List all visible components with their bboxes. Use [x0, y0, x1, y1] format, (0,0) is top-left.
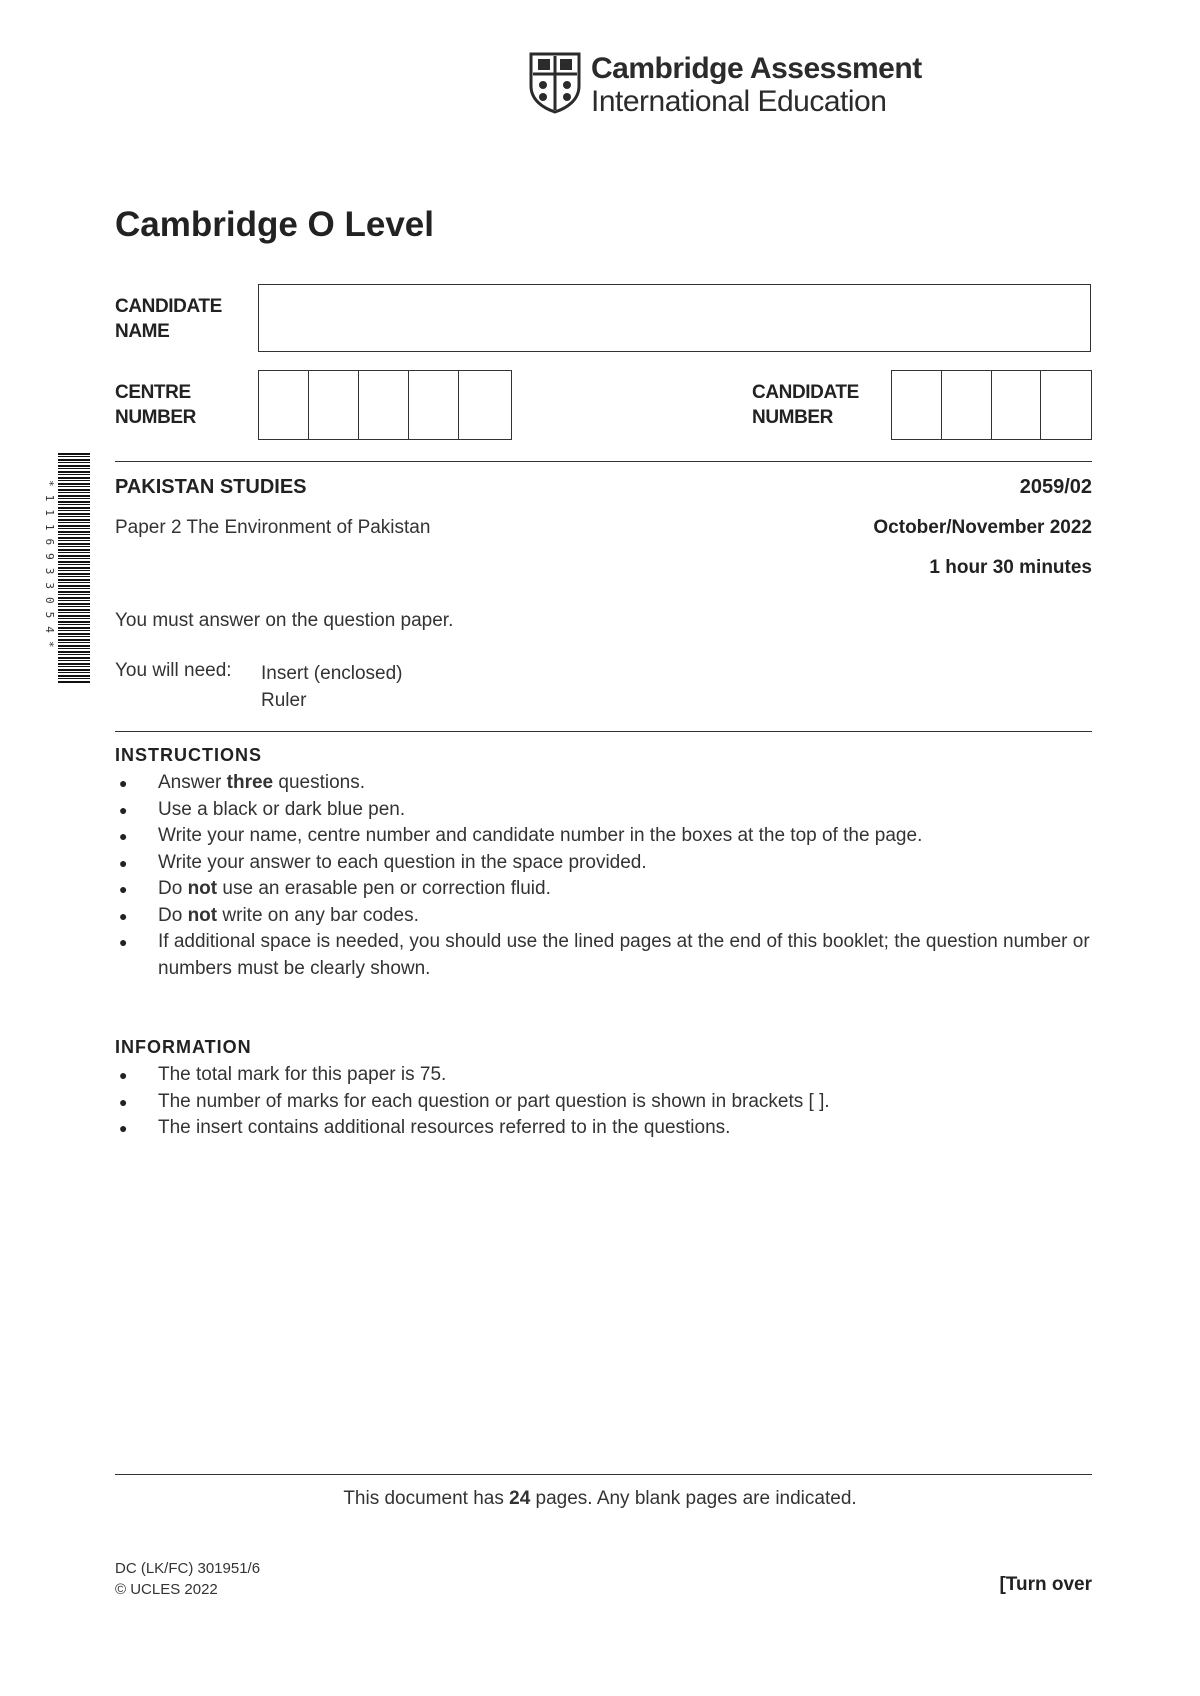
qualification-title: Cambridge O Level	[115, 205, 434, 244]
page-count-note: This document has 24 pages. Any blank pages are indicated.	[343, 1488, 857, 1509]
bullet-icon: ●	[119, 881, 128, 897]
subject-title: PAKISTAN STUDIES	[115, 476, 307, 498]
list-item: ● Do not write on any bar codes.	[115, 903, 1095, 930]
candidate-number-label-line1: CANDIDATE	[752, 382, 859, 403]
list-item: ● Write your answer to each question in the space provided.	[115, 850, 1095, 877]
centre-digit-box[interactable]	[409, 371, 459, 439]
barcode	[44, 453, 94, 683]
answer-note: You must answer on the question paper.	[115, 610, 454, 631]
logo-line-2: International Education	[591, 85, 887, 118]
candidate-number-label	[752, 380, 859, 430]
need-list	[261, 660, 403, 714]
paper-title: Paper 2 The Environment of Pakistan	[115, 517, 431, 538]
bullet-icon: ●	[119, 801, 128, 818]
divider	[115, 1474, 1092, 1475]
candidate-digit-box[interactable]	[892, 371, 942, 439]
list-item: ● Write your name, centre number and candidate number in the boxes at the top of the page.	[115, 823, 1095, 850]
candidate-digit-box[interactable]	[1041, 371, 1091, 439]
exam-session: October/November 2022	[873, 517, 1092, 538]
bullet-icon: ●	[119, 775, 128, 791]
centre-digit-box[interactable]	[309, 371, 359, 439]
bullet-icon: ●	[119, 854, 128, 871]
information-heading: INFORMATION	[115, 1037, 252, 1057]
barcode-number: *1116933054*	[43, 480, 56, 656]
centre-digit-box[interactable]	[259, 371, 309, 439]
list-item: ● Do not use an erasable pen or correction fluid.	[115, 876, 1095, 903]
candidate-name-label-line1: CANDIDATE	[115, 296, 222, 317]
candidate-number-label-line2: NUMBER	[752, 407, 833, 428]
centre-number-boxes[interactable]	[258, 370, 512, 440]
candidate-name-label	[115, 294, 222, 344]
cambridge-shield-icon	[529, 52, 581, 114]
logo-line-1: Cambridge Assessment	[591, 52, 922, 85]
reference-code: DC (LK/FC) 301951/6	[115, 1560, 261, 1577]
instructions-list	[115, 770, 1095, 982]
list-item: ● If additional space is needed, you should use the lined pages at the end of this booklet; the question number or numbers must be clearly shown.	[119, 931, 1090, 979]
need-item: Ruler	[261, 690, 307, 711]
cambridge-logo	[529, 52, 929, 118]
bullet-icon: ●	[119, 1067, 128, 1083]
instructions-heading: INSTRUCTIONS	[115, 745, 262, 765]
candidate-name-field[interactable]	[258, 284, 1091, 352]
candidate-number-boxes[interactable]	[891, 370, 1092, 440]
document-reference	[115, 1558, 260, 1600]
information-list	[115, 1062, 1095, 1142]
bullet-icon: ●	[119, 907, 128, 924]
centre-number-label-line2: NUMBER	[115, 407, 196, 428]
copyright: © UCLES 2022	[115, 1581, 218, 1598]
centre-number-label-line1: CENTRE	[115, 382, 191, 403]
need-label: You will need:	[115, 660, 232, 681]
list-item: ● The insert contains additional resources referred to in the questions.	[115, 1115, 1095, 1142]
candidate-digit-box[interactable]	[942, 371, 992, 439]
logo-wordmark	[591, 52, 922, 118]
barcode-bars	[58, 453, 90, 683]
syllabus-code: 2059/02	[1019, 476, 1092, 498]
bullet-icon: ●	[119, 1093, 128, 1110]
exam-duration: 1 hour 30 minutes	[929, 557, 1092, 578]
bullet-icon: ●	[119, 934, 128, 950]
bullet-icon: ●	[119, 1120, 128, 1136]
centre-digit-box[interactable]	[359, 371, 409, 439]
divider	[115, 461, 1092, 462]
candidate-digit-box[interactable]	[992, 371, 1042, 439]
bullet-icon: ●	[119, 828, 128, 844]
need-item: Insert (enclosed)	[261, 663, 403, 684]
centre-digit-box[interactable]	[459, 371, 509, 439]
candidate-name-label-line2: NAME	[115, 321, 170, 342]
centre-number-label	[115, 380, 196, 430]
turn-over: [Turn over	[999, 1574, 1092, 1595]
list-item: ● Use a black or dark blue pen.	[115, 797, 1095, 824]
list-item: ● The number of marks for each question or part question is shown in brackets [ ].	[115, 1089, 1095, 1116]
list-item: ● The total mark for this paper is 75.	[115, 1062, 1095, 1089]
list-item: ● Answer three questions.	[115, 770, 1095, 797]
divider	[115, 731, 1092, 732]
